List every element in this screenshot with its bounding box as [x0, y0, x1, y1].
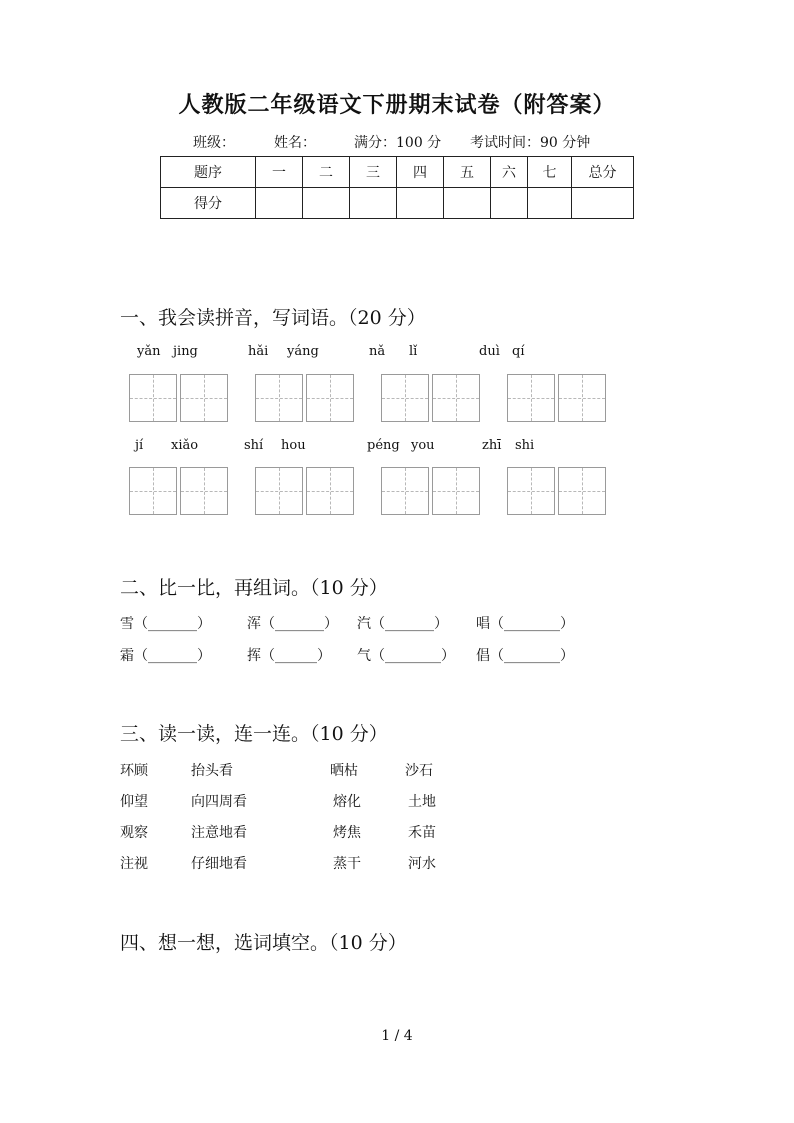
match-word[interactable]: 烤焦 — [333, 825, 361, 841]
writing-grid[interactable] — [306, 467, 354, 515]
section1-heading: 一、我会读拼音，写词语。（20 分） — [120, 307, 426, 329]
word-blank[interactable]: 倡（________） — [476, 648, 574, 664]
writing-grid[interactable] — [558, 374, 606, 422]
header-cell-order: 题序 — [161, 157, 256, 188]
match-word[interactable]: 熔化 — [333, 794, 361, 810]
header-cell-total: 总分 — [572, 157, 634, 188]
match-meaning[interactable]: 仔细地看 — [191, 856, 247, 872]
match-object[interactable]: 河水 — [408, 856, 436, 872]
writing-grid[interactable] — [129, 374, 177, 422]
writing-grid[interactable] — [432, 467, 480, 515]
score-cell — [256, 188, 303, 219]
pinyin: péng — [367, 438, 400, 453]
header-cell-2: 二 — [303, 157, 350, 188]
match-object[interactable]: 沙石 — [405, 763, 433, 779]
exam-time: 考试时间：90 分钟 — [470, 135, 591, 151]
pinyin: yǎn — [137, 344, 161, 359]
match-word[interactable]: 蒸干 — [333, 856, 361, 872]
word-blank[interactable]: 雪（_______） — [120, 616, 211, 632]
pinyin: duì — [479, 344, 500, 359]
pinyin: lǐ — [409, 344, 418, 359]
writing-grid[interactable] — [180, 467, 228, 515]
score-cell — [528, 188, 572, 219]
match-word[interactable]: 仰望 — [120, 794, 148, 810]
word-blank[interactable]: 汽（_______） — [357, 616, 448, 632]
section3-heading: 三、读一读，连一连。（10 分） — [120, 723, 388, 745]
section2-heading: 二、比一比，再组词。（10 分） — [120, 577, 388, 599]
word-blank[interactable]: 气（________） — [357, 648, 455, 664]
page-number: 1 / 4 — [381, 1028, 413, 1044]
pinyin: hǎi — [248, 344, 269, 359]
score-table — [160, 156, 634, 219]
header-cell-7: 七 — [528, 157, 572, 188]
pinyin: shi — [515, 438, 535, 453]
pinyin: you — [411, 438, 435, 453]
pinyin: hou — [281, 438, 306, 453]
pinyin: shí — [244, 438, 264, 453]
writing-grid[interactable] — [306, 374, 354, 422]
score-cell — [350, 188, 397, 219]
full-score: 满分：100 分 — [354, 135, 442, 151]
match-word[interactable]: 晒枯 — [330, 763, 358, 779]
pinyin: jí — [135, 438, 144, 453]
header-cell-5: 五 — [444, 157, 491, 188]
writing-grid[interactable] — [432, 374, 480, 422]
match-word[interactable]: 注视 — [120, 856, 148, 872]
header-cell-6: 六 — [491, 157, 528, 188]
writing-grid[interactable] — [381, 467, 429, 515]
word-blank[interactable]: 挥（______） — [247, 648, 331, 664]
match-object[interactable]: 土地 — [408, 794, 436, 810]
writing-grid[interactable] — [255, 467, 303, 515]
match-meaning[interactable]: 抬头看 — [191, 763, 233, 779]
writing-grid[interactable] — [255, 374, 303, 422]
score-cell — [303, 188, 350, 219]
word-blank[interactable]: 霜（_______） — [120, 648, 211, 664]
pinyin: yáng — [287, 344, 319, 359]
writing-grid[interactable] — [129, 467, 177, 515]
score-table-header-row — [161, 157, 634, 188]
match-object[interactable]: 禾苗 — [408, 825, 436, 841]
pinyin: qí — [512, 344, 525, 359]
header-cell-1: 一 — [256, 157, 303, 188]
page-title: 人教版二年级语文下册期末试卷（附答案） — [178, 92, 616, 118]
writing-grid[interactable] — [507, 374, 555, 422]
pinyin: xiǎo — [171, 438, 199, 453]
match-word[interactable]: 环顾 — [120, 763, 148, 779]
writing-grid[interactable] — [558, 467, 606, 515]
score-cell — [397, 188, 444, 219]
match-meaning[interactable]: 向四周看 — [191, 794, 247, 810]
score-cell — [444, 188, 491, 219]
class-label: 班级： — [193, 135, 235, 151]
header-cell-4: 四 — [397, 157, 444, 188]
score-cell — [572, 188, 634, 219]
writing-grid[interactable] — [381, 374, 429, 422]
pinyin: jing — [173, 344, 198, 359]
match-meaning[interactable]: 注意地看 — [191, 825, 247, 841]
writing-grid[interactable] — [507, 467, 555, 515]
section4-heading: 四、想一想，选词填空。（10 分） — [120, 932, 407, 954]
word-blank[interactable]: 浑（_______） — [247, 616, 338, 632]
score-cell — [491, 188, 528, 219]
pinyin: nǎ — [369, 344, 386, 359]
pinyin: zhī — [482, 438, 502, 453]
score-table-score-row — [161, 188, 634, 219]
name-label: 姓名： — [274, 135, 316, 151]
score-row-label: 得分 — [161, 188, 256, 219]
word-blank[interactable]: 唱（________） — [476, 616, 574, 632]
header-cell-3: 三 — [350, 157, 397, 188]
match-word[interactable]: 观察 — [120, 825, 148, 841]
writing-grid[interactable] — [180, 374, 228, 422]
